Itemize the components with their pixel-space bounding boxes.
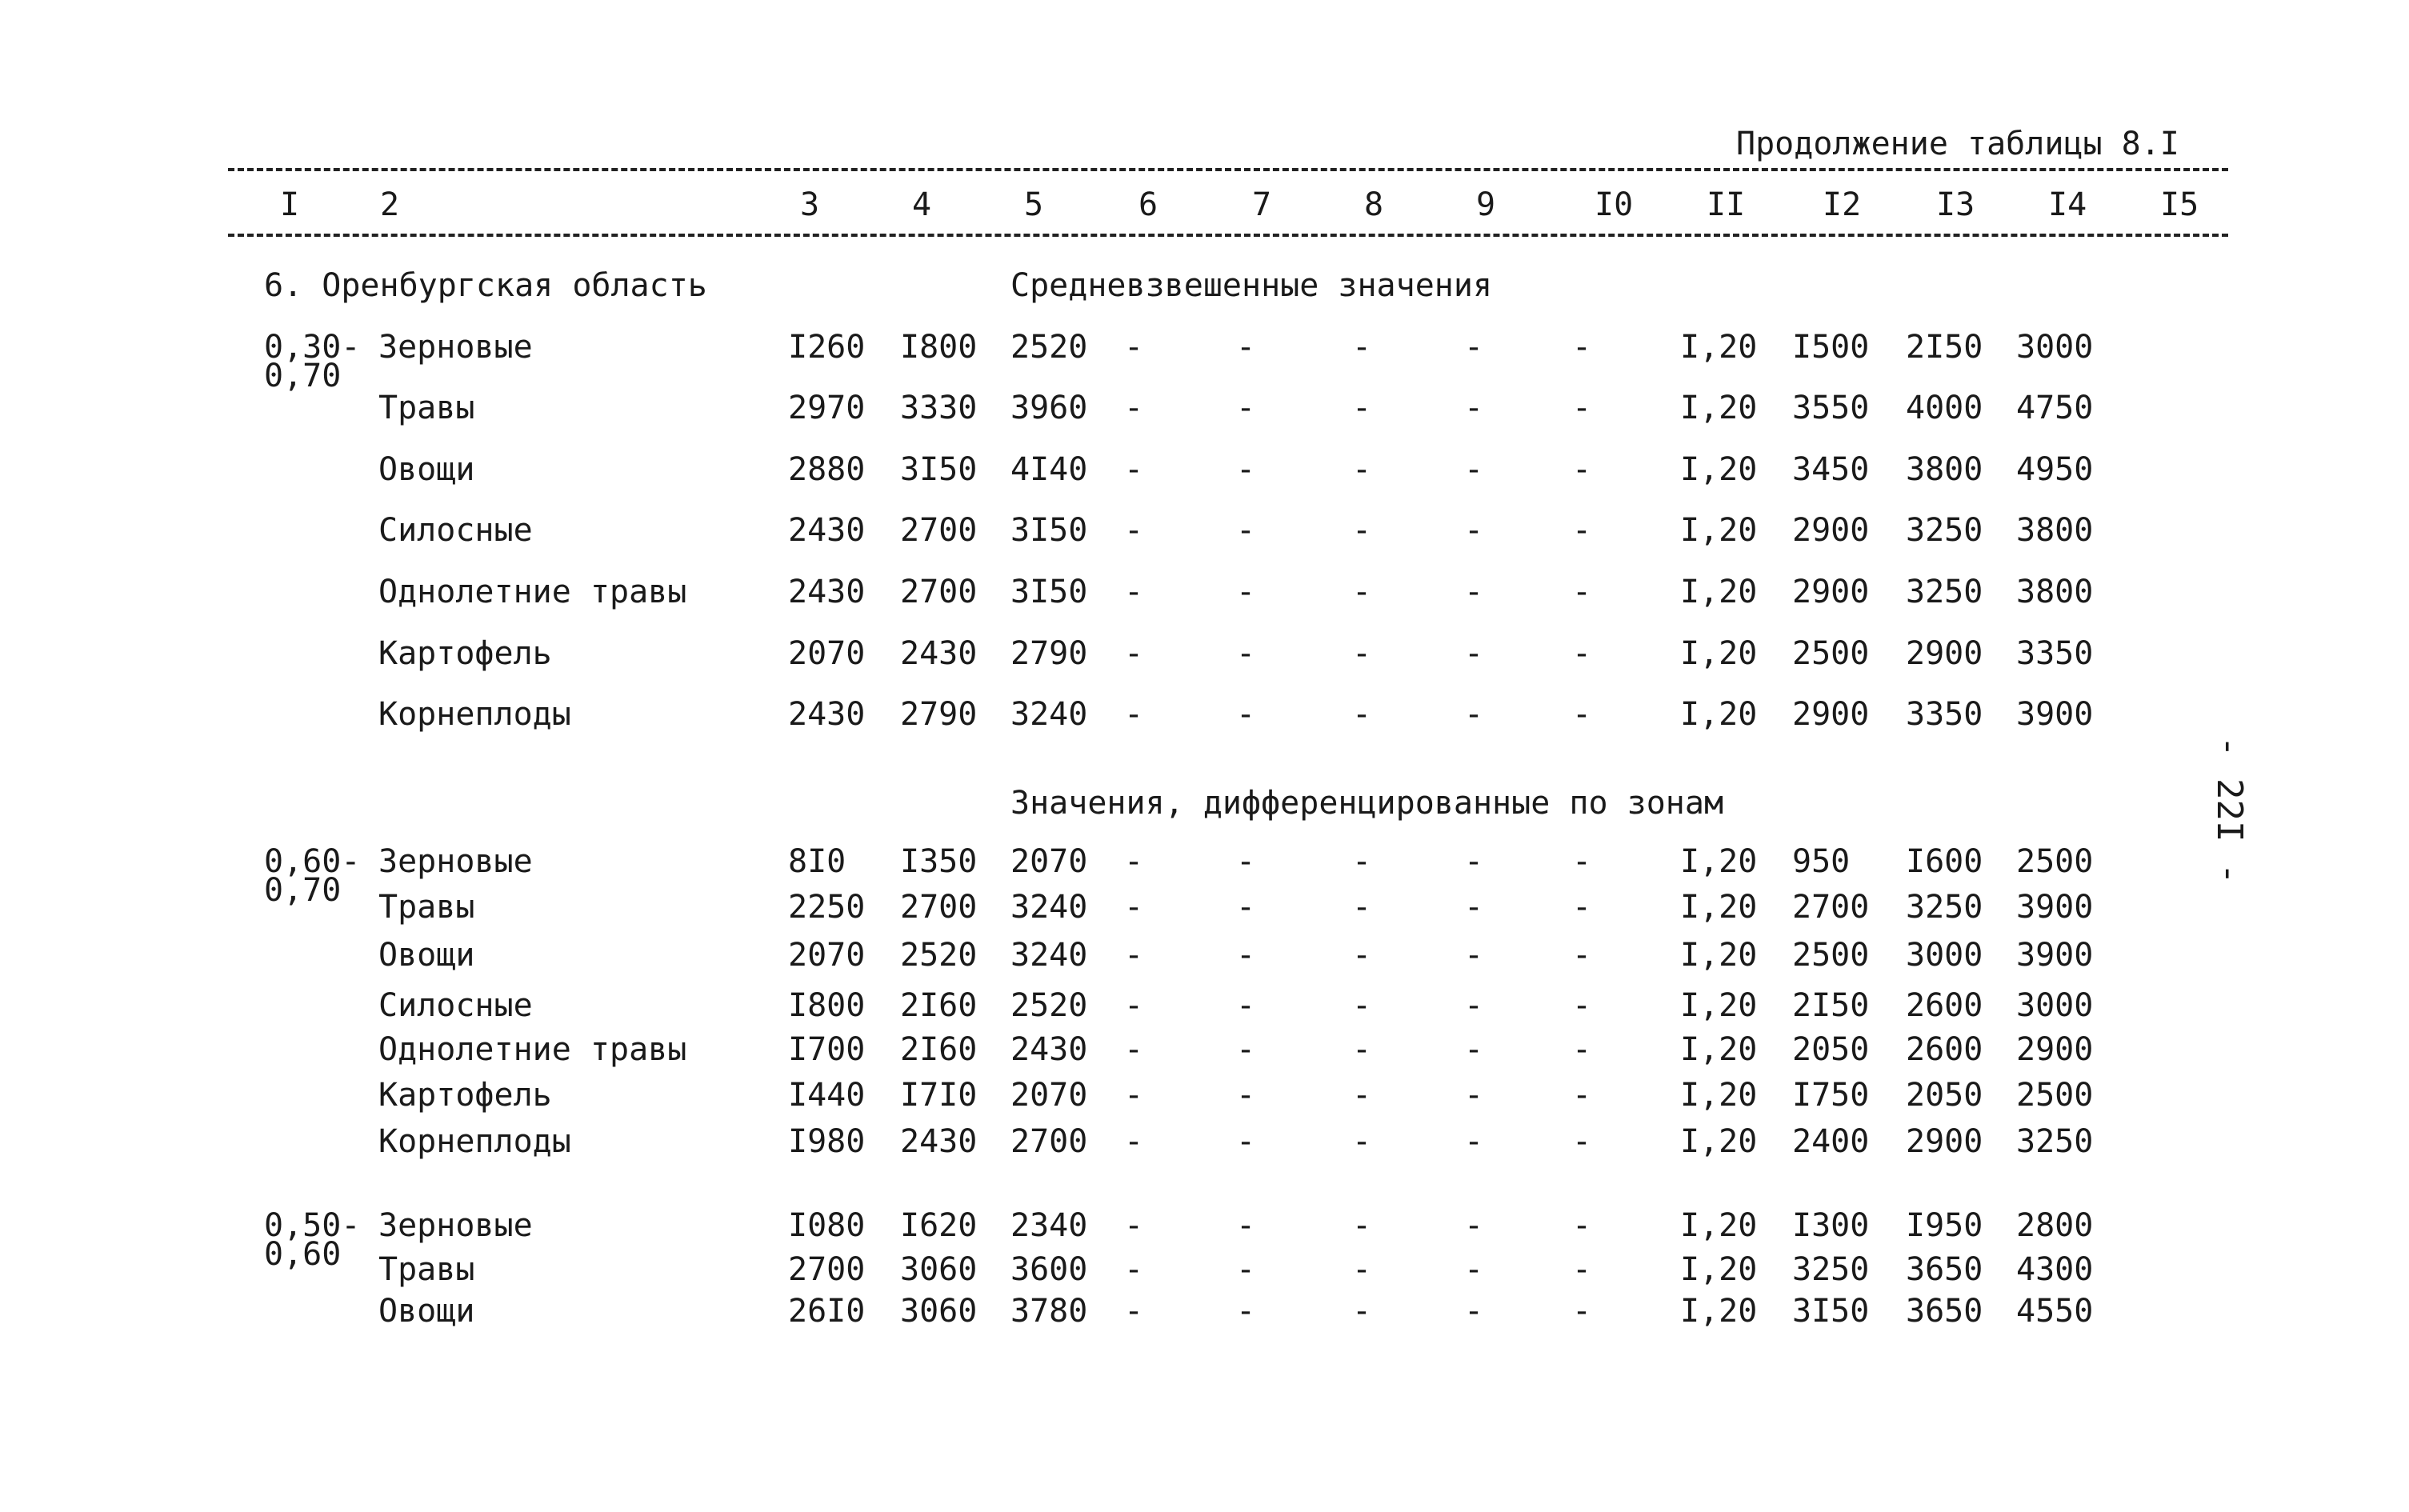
column-header-5: 5 <box>1024 186 1044 223</box>
table-cell: 3250 <box>1906 889 1983 926</box>
table-cell: 2I60 <box>900 1031 978 1068</box>
table-cell: 2070 <box>788 937 866 974</box>
table-cell: - <box>1352 1293 1372 1330</box>
table-cell: - <box>1124 451 1144 488</box>
table-cell: - <box>1236 1251 1256 1288</box>
table-cell: 2700 <box>900 574 978 610</box>
table-cell: I,20 <box>1680 451 1758 488</box>
table-cell: 2520 <box>1010 987 1088 1024</box>
table-cell: - <box>1572 1031 1592 1068</box>
table-cell: - <box>1572 390 1592 426</box>
table-cell: 3800 <box>2016 574 2094 610</box>
table-cell: - <box>1572 635 1592 672</box>
table-cell: - <box>1124 574 1144 610</box>
table-cell: I,20 <box>1680 1293 1758 1330</box>
table-cell: - <box>1236 512 1256 549</box>
table-cell: - <box>1464 1293 1484 1330</box>
table-cell: - <box>1572 451 1592 488</box>
table-cell: 2I50 <box>1792 987 1870 1024</box>
header-top-rule <box>228 168 2228 171</box>
table-cell: - <box>1352 987 1372 1024</box>
column-header-11: II <box>1707 186 1746 223</box>
column-header-10: I0 <box>1595 186 1634 223</box>
column-header-13: I3 <box>1936 186 1975 223</box>
table-cell: - <box>1352 1123 1372 1160</box>
table-cell: - <box>1124 1293 1144 1330</box>
table-cell: 2500 <box>2016 1077 2094 1114</box>
table-caption: Продолжение таблицы 8.I <box>1736 126 2179 162</box>
column-header-15: I5 <box>2160 186 2199 223</box>
column-header-2: 2 <box>380 186 400 223</box>
table-cell: - <box>1352 329 1372 366</box>
table-cell: 3350 <box>1906 696 1983 733</box>
table-cell: 3250 <box>1792 1251 1870 1288</box>
table-cell: - <box>1572 1251 1592 1288</box>
table-cell: - <box>1352 512 1372 549</box>
column-header-1: I <box>280 186 300 223</box>
table-cell: 3250 <box>1906 512 1983 549</box>
table-cell: 3240 <box>1010 937 1088 974</box>
table-cell: - <box>1124 696 1144 733</box>
column-header-7: 7 <box>1252 186 1272 223</box>
table-cell: 3000 <box>1906 937 1983 974</box>
table-cell: 3450 <box>1792 451 1870 488</box>
table-cell: 3600 <box>1010 1251 1088 1288</box>
table-cell: 2500 <box>1792 937 1870 974</box>
table-cell: 2600 <box>1906 1031 1983 1068</box>
table-cell: - <box>1352 843 1372 880</box>
table-cell: 2500 <box>1792 635 1870 672</box>
table-cell: I300 <box>1792 1207 1870 1244</box>
table-cell: 2250 <box>788 889 866 926</box>
zones-heading: Значения, дифференцированные по зонам <box>1010 785 1724 822</box>
table-cell: 2430 <box>788 512 866 549</box>
column-header-8: 8 <box>1364 186 1384 223</box>
table-cell: I800 <box>788 987 866 1024</box>
table-cell: - <box>1124 1077 1144 1114</box>
crop-name: Зерновые <box>378 329 533 366</box>
table-cell: 2430 <box>900 635 978 672</box>
table-cell: - <box>1464 696 1484 733</box>
table-cell: I500 <box>1792 329 1870 366</box>
table-cell: 2400 <box>1792 1123 1870 1160</box>
table-cell: - <box>1352 1251 1372 1288</box>
range-label-bottom: 0,70 <box>264 358 342 394</box>
table-cell: 3900 <box>2016 696 2094 733</box>
table-cell: 3250 <box>1906 574 1983 610</box>
table-cell: 2520 <box>900 937 978 974</box>
crop-name: Однолетние травы <box>378 574 687 610</box>
table-cell: I440 <box>788 1077 866 1114</box>
crop-name: Травы <box>378 390 475 426</box>
crop-name: Силосные <box>378 987 533 1024</box>
table-cell: - <box>1464 1031 1484 1068</box>
table-cell: - <box>1124 635 1144 672</box>
crop-name: Зерновые <box>378 843 533 880</box>
table-cell: - <box>1236 390 1256 426</box>
table-cell: 3I50 <box>1792 1293 1870 1330</box>
table-cell: - <box>1572 937 1592 974</box>
table-cell: - <box>1464 1123 1484 1160</box>
table-cell: 2070 <box>1010 843 1088 880</box>
table-cell: - <box>1464 574 1484 610</box>
table-cell: - <box>1236 889 1256 926</box>
range-label-bottom: 0,70 <box>264 872 342 909</box>
table-cell: - <box>1572 574 1592 610</box>
table-cell: - <box>1352 1077 1372 1114</box>
table-cell: - <box>1572 1293 1592 1330</box>
table-cell: - <box>1236 1207 1256 1244</box>
table-cell: 2900 <box>2016 1031 2094 1068</box>
table-cell: 3780 <box>1010 1293 1088 1330</box>
table-cell: 3550 <box>1792 390 1870 426</box>
table-cell: 3240 <box>1010 889 1088 926</box>
table-cell: 2I50 <box>1906 329 1983 366</box>
table-cell: 2900 <box>1792 512 1870 549</box>
table-cell: - <box>1464 512 1484 549</box>
table-cell: 2070 <box>1010 1077 1088 1114</box>
table-cell: 2340 <box>1010 1207 1088 1244</box>
table-cell: - <box>1124 843 1144 880</box>
table-cell: 4750 <box>2016 390 2094 426</box>
table-cell: - <box>1124 1031 1144 1068</box>
table-cell: - <box>1236 574 1256 610</box>
table-cell: - <box>1572 1077 1592 1114</box>
region-title: 6. Оренбургская область <box>264 267 707 304</box>
table-cell: 2050 <box>1906 1077 1983 1114</box>
table-cell: 950 <box>1792 843 1851 880</box>
table-cell: 4000 <box>1906 390 1983 426</box>
table-cell: - <box>1352 1207 1372 1244</box>
table-cell: 2900 <box>1906 635 1983 672</box>
table-cell: 2900 <box>1792 696 1870 733</box>
table-cell: I,20 <box>1680 329 1758 366</box>
section-subtitle: Средневзвешенные значения <box>1010 267 1493 304</box>
table-cell: 4I40 <box>1010 451 1088 488</box>
table-cell: I,20 <box>1680 696 1758 733</box>
table-cell: 3240 <box>1010 696 1088 733</box>
table-cell: - <box>1124 1207 1144 1244</box>
column-header-3: 3 <box>800 186 820 223</box>
table-cell: 3I50 <box>1010 574 1088 610</box>
table-cell: - <box>1236 451 1256 488</box>
table-cell: I7I0 <box>900 1077 978 1114</box>
column-header-4: 4 <box>912 186 932 223</box>
crop-name: Зерновые <box>378 1207 533 1244</box>
table-cell: - <box>1352 635 1372 672</box>
range-label-top: 0,60- <box>264 843 361 880</box>
table-cell: 3900 <box>2016 889 2094 926</box>
table-cell: - <box>1464 635 1484 672</box>
table-cell: I,20 <box>1680 1251 1758 1288</box>
crop-name: Корнеплоды <box>378 1123 571 1160</box>
crop-name: Корнеплоды <box>378 696 571 733</box>
table-cell: 2700 <box>1010 1123 1088 1160</box>
table-cell: - <box>1236 1123 1256 1160</box>
table-cell: - <box>1236 1077 1256 1114</box>
table-cell: - <box>1236 1031 1256 1068</box>
crop-name: Картофель <box>378 635 552 672</box>
table-cell: 2900 <box>1906 1123 1983 1160</box>
header-bottom-rule <box>228 234 2228 237</box>
table-cell: - <box>1352 390 1372 426</box>
column-header-9: 9 <box>1476 186 1496 223</box>
table-cell: - <box>1572 1123 1592 1160</box>
table-cell: - <box>1124 390 1144 426</box>
table-cell: I,20 <box>1680 987 1758 1024</box>
table-cell: - <box>1572 843 1592 880</box>
table-cell: I,20 <box>1680 1031 1758 1068</box>
table-cell: 2800 <box>2016 1207 2094 1244</box>
table-cell: I,20 <box>1680 889 1758 926</box>
page-number: - 22I - <box>2209 736 2250 885</box>
table-cell: 2070 <box>788 635 866 672</box>
table-cell: 2500 <box>2016 843 2094 880</box>
column-header-12: I2 <box>1823 186 1862 223</box>
table-cell: - <box>1236 937 1256 974</box>
table-cell: - <box>1124 987 1144 1024</box>
table-cell: 2880 <box>788 451 866 488</box>
table-cell: I260 <box>788 329 866 366</box>
table-cell: I,20 <box>1680 1123 1758 1160</box>
table-cell: 3800 <box>1906 451 1983 488</box>
table-cell: 3I50 <box>1010 512 1088 549</box>
table-cell: - <box>1572 1207 1592 1244</box>
table-cell: I,20 <box>1680 635 1758 672</box>
table-cell: - <box>1236 635 1256 672</box>
table-cell: 2790 <box>1010 635 1088 672</box>
table-cell: I,20 <box>1680 574 1758 610</box>
table-cell: I980 <box>788 1123 866 1160</box>
table-cell: - <box>1464 1207 1484 1244</box>
table-cell: I750 <box>1792 1077 1870 1114</box>
table-cell: 3000 <box>2016 329 2094 366</box>
table-cell: - <box>1352 937 1372 974</box>
table-cell: I350 <box>900 843 978 880</box>
table-cell: - <box>1352 696 1372 733</box>
table-cell: 3060 <box>900 1251 978 1288</box>
table-cell: 3I50 <box>900 451 978 488</box>
table-cell: - <box>1572 512 1592 549</box>
table-cell: 26I0 <box>788 1293 866 1330</box>
table-cell: - <box>1464 843 1484 880</box>
table-cell: 3350 <box>2016 635 2094 672</box>
table-cell: I,20 <box>1680 512 1758 549</box>
table-cell: 3000 <box>2016 987 2094 1024</box>
table-cell: 2430 <box>788 574 866 610</box>
table-cell: I620 <box>900 1207 978 1244</box>
crop-name: Травы <box>378 1251 475 1288</box>
crop-name: Овощи <box>378 451 475 488</box>
table-cell: 2430 <box>788 696 866 733</box>
table-cell: I950 <box>1906 1207 1983 1244</box>
crop-name: Картофель <box>378 1077 552 1114</box>
table-cell: - <box>1124 937 1144 974</box>
table-cell: I700 <box>788 1031 866 1068</box>
table-cell: - <box>1464 390 1484 426</box>
table-cell: 3960 <box>1010 390 1088 426</box>
table-cell: 3800 <box>2016 512 2094 549</box>
column-header-14: I4 <box>2048 186 2087 223</box>
table-cell: 2970 <box>788 390 866 426</box>
table-cell: 2430 <box>1010 1031 1088 1068</box>
table-cell: - <box>1124 329 1144 366</box>
table-cell: I600 <box>1906 843 1983 880</box>
table-cell: - <box>1464 937 1484 974</box>
table-cell: 3900 <box>2016 937 2094 974</box>
table-cell: - <box>1124 1123 1144 1160</box>
table-cell: - <box>1464 329 1484 366</box>
table-cell: - <box>1464 889 1484 926</box>
table-cell: 2700 <box>788 1251 866 1288</box>
table-cell: - <box>1124 889 1144 926</box>
table-cell: - <box>1352 451 1372 488</box>
table-cell: - <box>1236 696 1256 733</box>
table-cell: - <box>1124 512 1144 549</box>
table-cell: 2700 <box>1792 889 1870 926</box>
table-cell: 2I60 <box>900 987 978 1024</box>
table-cell: - <box>1464 1077 1484 1114</box>
table-cell: 3330 <box>900 390 978 426</box>
range-label-bottom: 0,60 <box>264 1236 342 1273</box>
table-cell: 4950 <box>2016 451 2094 488</box>
table-cell: I800 <box>900 329 978 366</box>
table-cell: 8I0 <box>788 843 846 880</box>
table-cell: - <box>1572 889 1592 926</box>
table-cell: I,20 <box>1680 1077 1758 1114</box>
crop-name: Силосные <box>378 512 533 549</box>
table-cell: 2700 <box>900 512 978 549</box>
table-cell: - <box>1236 987 1256 1024</box>
table-cell: - <box>1236 329 1256 366</box>
table-cell: - <box>1572 696 1592 733</box>
table-cell: 3250 <box>2016 1123 2094 1160</box>
table-cell: I080 <box>788 1207 866 1244</box>
table-cell: - <box>1236 843 1256 880</box>
table-cell: 2520 <box>1010 329 1088 366</box>
table-cell: - <box>1352 889 1372 926</box>
table-cell: - <box>1352 1031 1372 1068</box>
table-cell: - <box>1464 1251 1484 1288</box>
table-cell: I,20 <box>1680 390 1758 426</box>
crop-name: Овощи <box>378 1293 475 1330</box>
table-cell: - <box>1464 451 1484 488</box>
crop-name: Овощи <box>378 937 475 974</box>
table-cell: - <box>1236 1293 1256 1330</box>
table-cell: 2900 <box>1792 574 1870 610</box>
crop-name: Травы <box>378 889 475 926</box>
crop-name: Однолетние травы <box>378 1031 687 1068</box>
table-cell: 2430 <box>900 1123 978 1160</box>
table-cell: 2050 <box>1792 1031 1870 1068</box>
table-cell: 2700 <box>900 889 978 926</box>
table-cell: 3650 <box>1906 1293 1983 1330</box>
range-label-top: 0,30- <box>264 329 361 366</box>
table-cell: 4300 <box>2016 1251 2094 1288</box>
table-cell: 2600 <box>1906 987 1983 1024</box>
table-cell: - <box>1464 987 1484 1024</box>
table-cell: I,20 <box>1680 937 1758 974</box>
table-cell: - <box>1352 574 1372 610</box>
table-cell: 4550 <box>2016 1293 2094 1330</box>
table-cell: - <box>1124 1251 1144 1288</box>
table-cell: - <box>1572 329 1592 366</box>
table-cell: 3060 <box>900 1293 978 1330</box>
table-cell: - <box>1572 987 1592 1024</box>
table-cell: 3650 <box>1906 1251 1983 1288</box>
column-header-6: 6 <box>1138 186 1158 223</box>
range-label-top: 0,50- <box>264 1207 361 1244</box>
table-cell: I,20 <box>1680 843 1758 880</box>
table-cell: I,20 <box>1680 1207 1758 1244</box>
table-cell: 2790 <box>900 696 978 733</box>
